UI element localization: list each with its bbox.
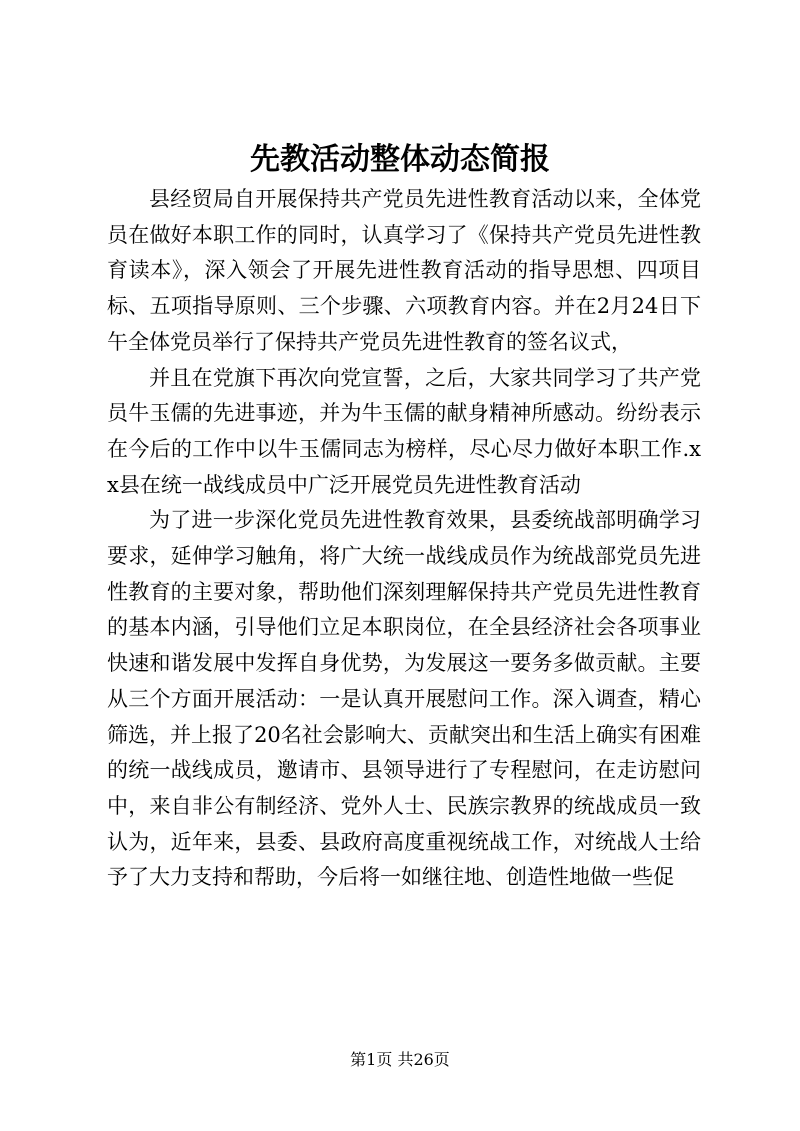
- document-title: 先教活动整体动态简报: [250, 142, 550, 177]
- paragraph-3: 为了进一步深化党员先进性教育效果，县委统战部明确学习要求，延伸学习触角，将广大统一战线成员作为统战部党员先进性教育的主要对象，帮助他们深刻理解保持共产党员先进性教育的基本内涵，引导他们立足本职岗位，在全县经济社会各项事业快速和谐发展中发挥自身优势，为发展这一要务多做贡献。主要从三个方面开展活动：一是认真开展慰问工作。深入调查，精心筛选，并上报了20名社会影响大、贡献突出和生活上确实有困难的统一战线成员，邀请市、县领导进行了专程慰问，在走访慰问中，来自非公有制经济、党外人士、民族宗教界的统战成员一致认为，近年来，县委、县政府高度重视统战工作，对统战人士给予了大力支持和帮助，今后将一如继往地、创造性地做一些促: [107, 508, 701, 890]
- document-body: [107, 182, 701, 896]
- paragraph-2: 并且在党旗下再次向党宣誓，之后，大家共同学习了共产党员牛玉儒的先进事迹，并为牛玉儒的献身精神所感动。纷纷表示在今后的工作中以牛玉儒同志为榜样，尽心尽力做好本职工作.xx县在统一战线成员中广泛开展党员先进性教育活动: [107, 365, 701, 497]
- page-footer: 第1页 共26页: [350, 1050, 450, 1069]
- paragraph-1: 县经贸局自开展保持共产党员先进性教育活动以来，全体党员在做好本职工作的同时，认真学习了《保持共产党员先进性教育读本》，深入领会了开展先进性教育活动的指导思想、四项目标、五项指导原则、三个步骤、六项教育内容。并在2月24日下午全体党员举行了保持共产党员先进性教育的签名议式，: [107, 187, 701, 354]
